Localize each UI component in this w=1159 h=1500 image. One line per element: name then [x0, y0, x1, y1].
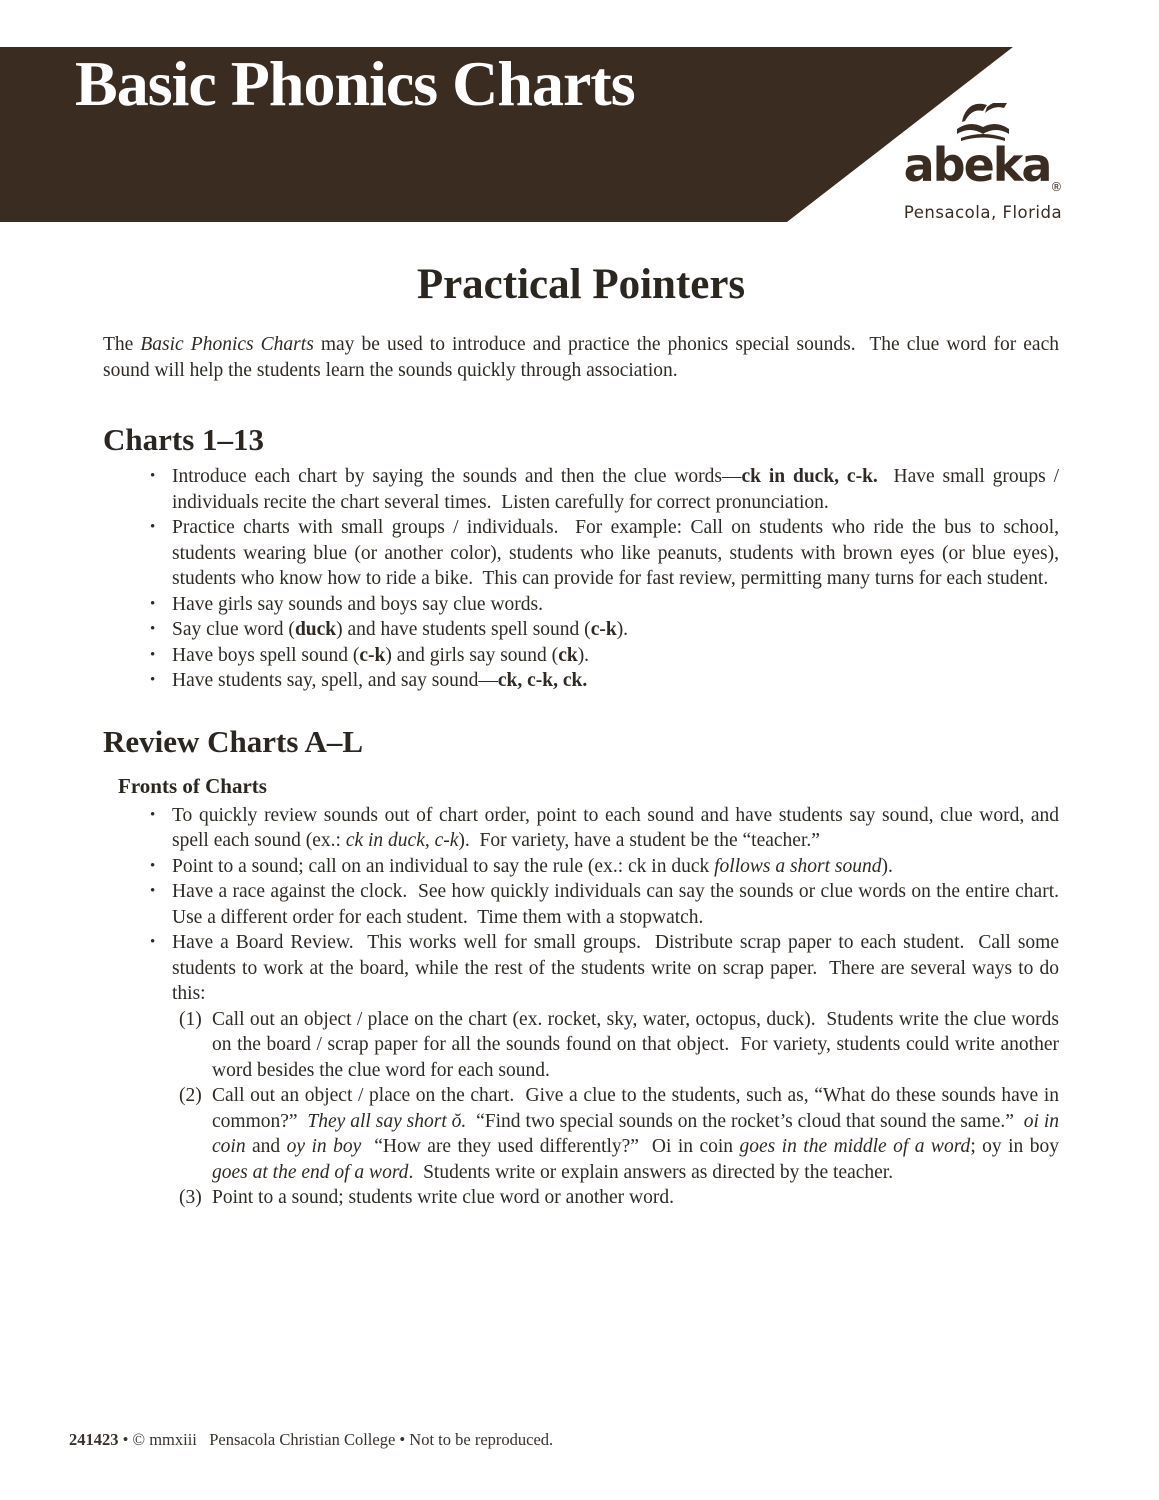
numbered-item	[179, 1083, 1064, 1185]
bullet-marker: •	[150, 468, 156, 484]
bullet-item	[103, 668, 1059, 694]
bullet-item	[103, 617, 1059, 643]
bullet-marker: •	[150, 519, 156, 535]
numbered-sublist	[179, 1007, 1064, 1211]
item-number: (2)	[179, 1085, 202, 1106]
bullet-text: To quickly review sounds out of chart order, point to each sound and have students say sound, clue word, and spell each sound (ex.: ck in duck, c-k). For variety, have a student be the “teacher.”	[172, 804, 1064, 851]
review-charts-bullet-list	[103, 803, 1069, 1211]
bullet-item	[103, 930, 1064, 1211]
bullet-marker: •	[150, 621, 156, 637]
bullet-text: Have students say, spell, and say sound—ck, c-k, ck.	[172, 670, 588, 691]
banner-title: Basic Phonics Charts	[75, 48, 635, 119]
bullet-text: Point to a sound; call on an individual to say the rule (ex.: ck in duck follows a short sound).	[172, 855, 893, 877]
intro-paragraph: The Basic Phonics Charts may be used to introduce and practice the phonics special sounds. The clue word for each sound will help the students learn the sounds quickly through association.	[103, 334, 1064, 381]
item-number: (1)	[179, 1008, 202, 1030]
main-content	[103, 222, 1069, 1211]
section-heading-charts-1-13: Charts 1–13	[103, 422, 265, 457]
bullet-item	[103, 803, 1064, 854]
bullet-text: Have a race against the clock. See how quickly individuals can say the sounds or clue words on the entire chart. Use a different order for each student. Time them with a stopwatch.	[172, 881, 1069, 928]
bullet-item	[103, 643, 1059, 669]
bullet-text: Have boys spell sound (c-k) and girls say sound (ck).	[172, 644, 590, 666]
abeka-logo	[893, 103, 1073, 222]
bullet-item	[103, 464, 1064, 515]
bullet-marker: •	[150, 806, 156, 823]
bullet-text: Say clue word (duck) and have students spell sound (c-k).	[172, 619, 629, 640]
bullet-marker: •	[150, 595, 156, 612]
bullet-marker: •	[150, 883, 156, 899]
brand-tagline: Pensacola, Florida	[903, 203, 1063, 222]
item-number: (3)	[179, 1187, 202, 1208]
numbered-item	[179, 1007, 1064, 1084]
subheading-fronts-of-charts: Fronts of Charts	[118, 773, 267, 798]
section-heading-review-charts: Review Charts A–L	[103, 723, 364, 759]
bullet-marker: •	[150, 672, 156, 688]
bullet-text: Practice charts with small groups / individuals. For example: Call on students who ride the bus to school, students wearing blue (or another color), students who like peanuts, students with brown eyes (or blue eyes), students who know how to ride a bike. This can provide for fast review, permitting many turns for each student.	[172, 517, 1064, 589]
open-book-icon	[952, 103, 1014, 143]
bullet-item	[103, 515, 1064, 592]
charts-1-13-bullet-list	[103, 464, 1064, 694]
brand-line	[893, 138, 1073, 197]
page-title: Practical Pointers	[416, 261, 746, 308]
bullet-text: Have a Board Review. This works well for small groups. Distribute scrap paper to each student. Call some students to work at the board, while the rest of the students write on scrap paper. There are several ways to do this:	[172, 932, 1064, 1004]
bullet-text: Have girls say sounds and boys say clue words.	[172, 593, 543, 615]
bullet-item	[103, 592, 1059, 618]
header-banner	[0, 0, 1159, 222]
bullet-marker: •	[150, 857, 156, 874]
bullet-item	[103, 879, 1069, 930]
brand-wordmark: abeka	[903, 138, 1051, 192]
bullet-text-with-sublist	[172, 930, 1064, 1211]
registered-mark: ®	[1050, 180, 1063, 194]
footer-credit: 241423 • © mmxiii Pensacola Christian College • Not to be reproduced.	[69, 1430, 554, 1449]
item-text: Call out an object / place on the chart. Give a clue to the students, such as, “What do these sounds have in common?” They all say short ŏ. “Find two special sounds on the rocket’s cloud that sound the same.” oi in coin and oy in boy “How are they used differently?” Oi in coin goes in the middle of a word; oy in boy goes at the end of a word. Students write or explain answers as directed by the teacher.	[212, 1085, 1064, 1183]
bullet-marker: •	[150, 646, 156, 663]
item-text: Call out an object / place on the chart (ex. rocket, sky, water, octopus, duck). Students write the clue words on the board / scrap paper for all the sounds found on that object. For variety, students could write another word besides the clue word for each sound.	[212, 1008, 1064, 1081]
bullet-item	[103, 854, 1059, 880]
bullet-text: Introduce each chart by saying the sounds and then the clue words—ck in duck, c-k. Have small groups / individuals recite the chart several times. Listen carefully for correct pronunciation.	[172, 466, 1064, 513]
numbered-item	[179, 1185, 1059, 1211]
bullet-marker: •	[150, 934, 156, 950]
item-text: Point to a sound; students write clue word or another word.	[212, 1187, 674, 1208]
